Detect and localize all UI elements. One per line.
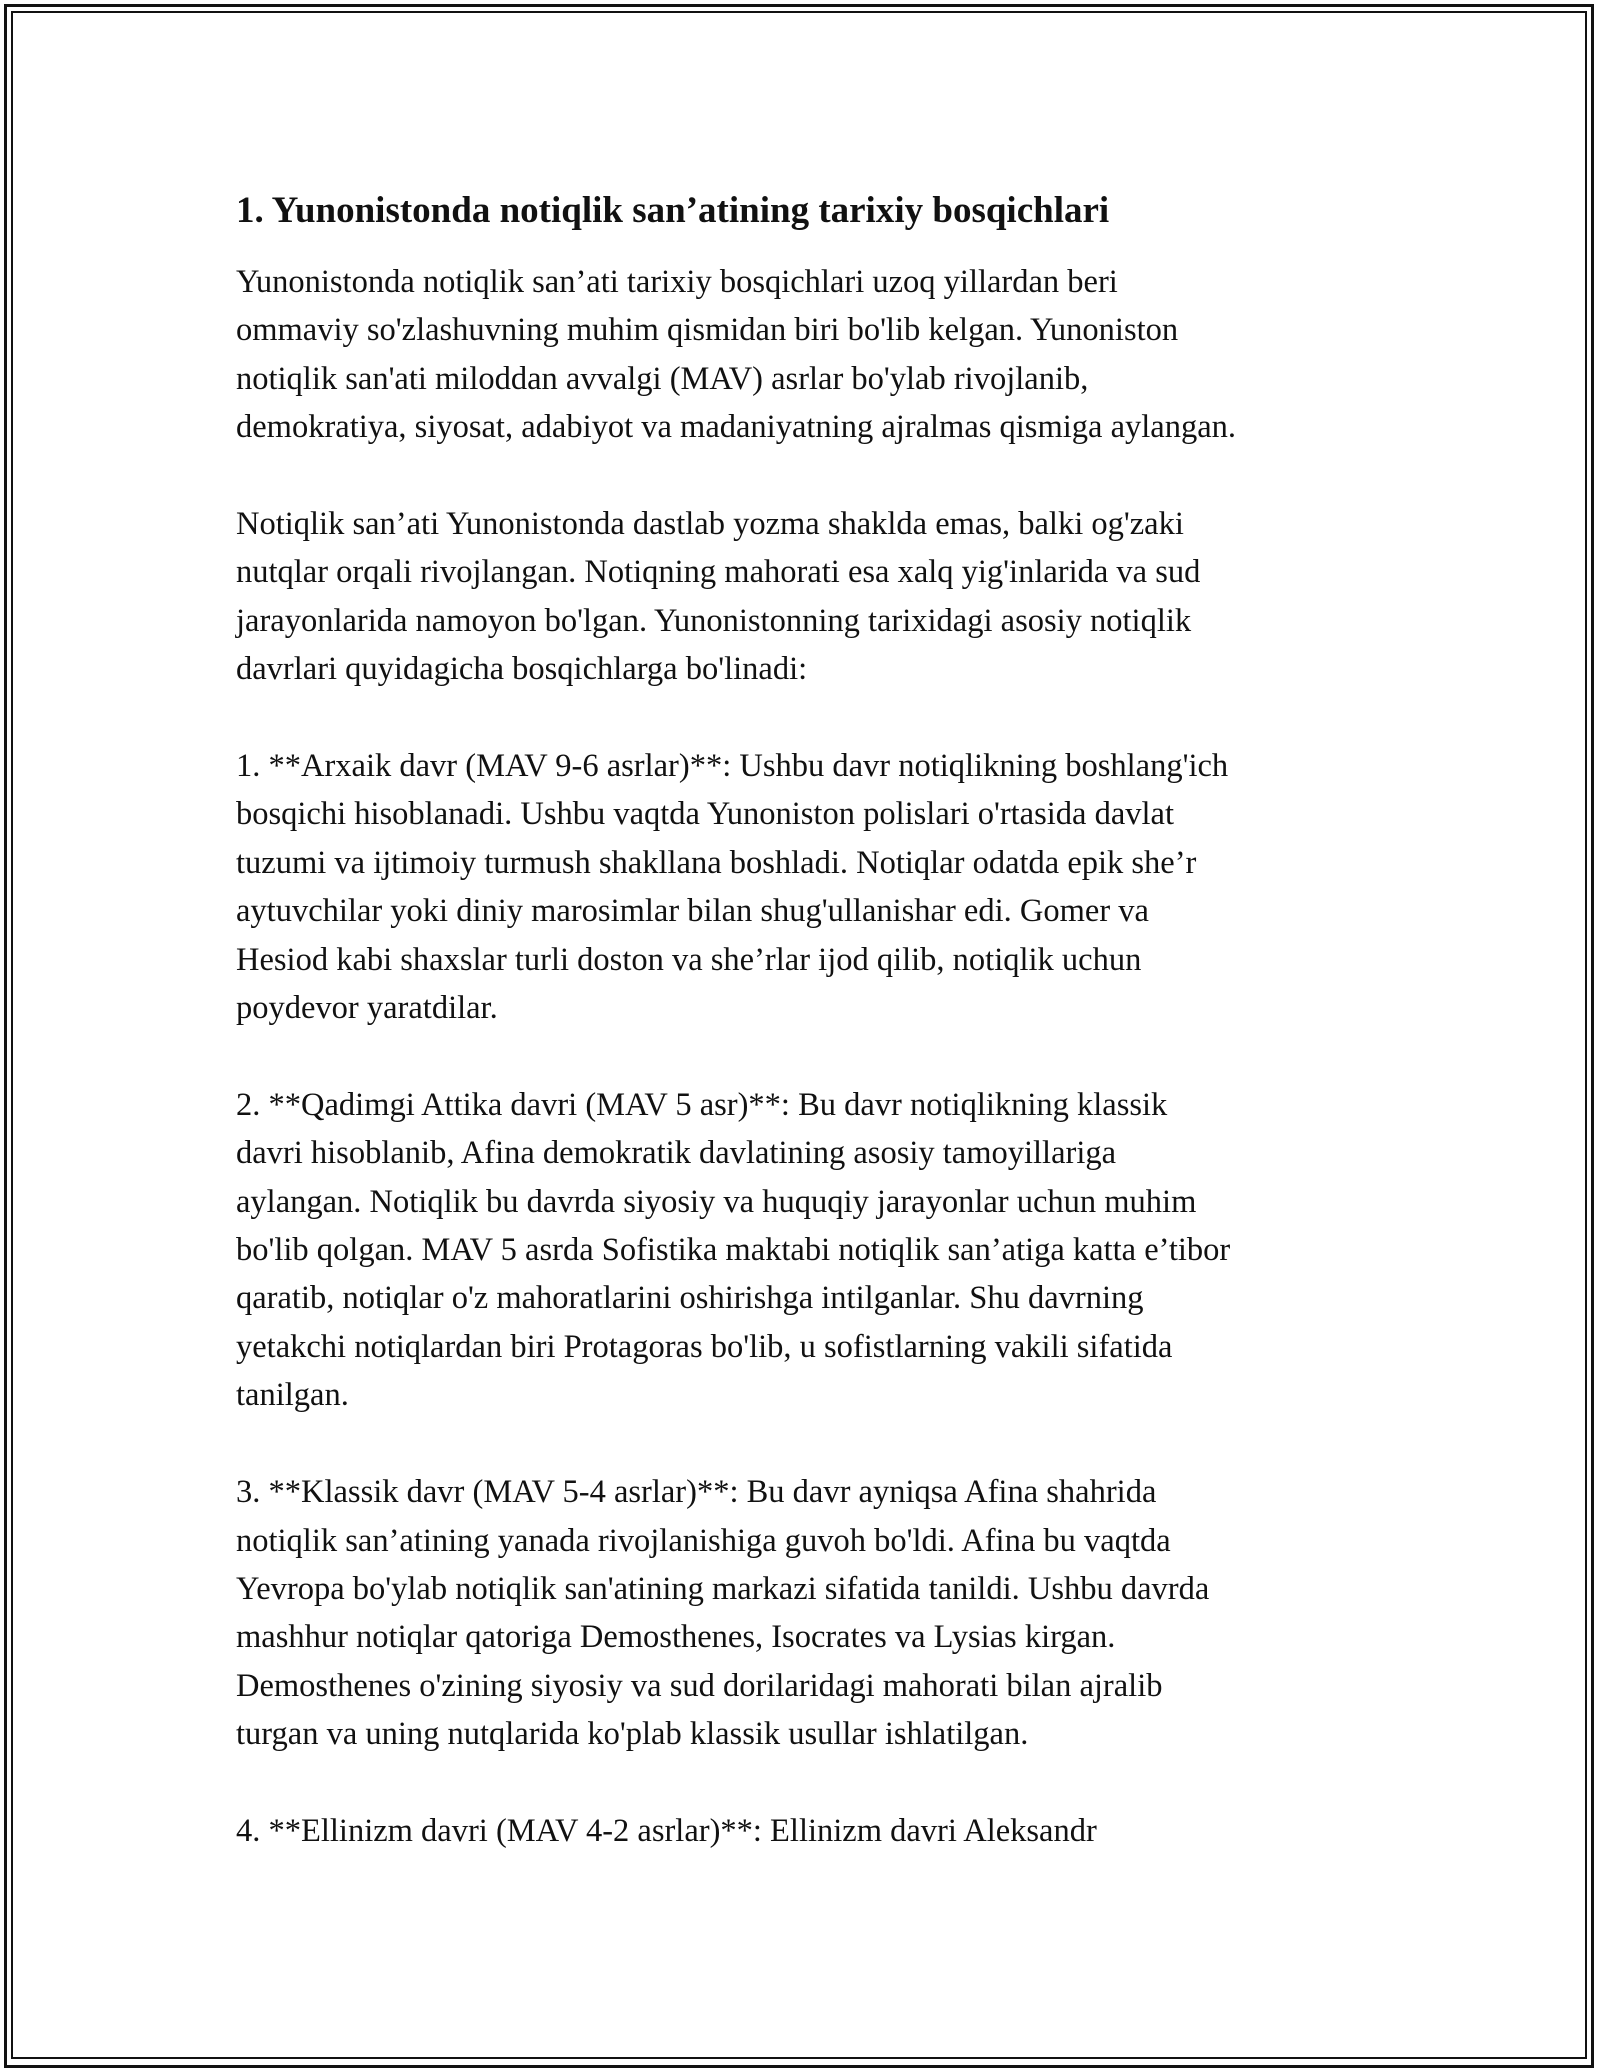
text-line: mashhur notiqlar qatoriga Demosthenes, Isocrates va Lysias kirgan. [236, 1619, 1116, 1656]
paragraph-hellenistic-period [236, 1807, 1376, 1855]
paragraph-attic-period [236, 1081, 1376, 1420]
paragraph-intro [236, 258, 1376, 452]
text-line: 4. **Ellinizm davri (MAV 4-2 asrlar)**: Ellinizm davri Aleksandr [236, 1812, 1097, 1849]
text-line: ommaviy so'zlashuvning muhim qismidan biri bo'lib kelgan. Yunoniston [236, 312, 1179, 349]
text-line: nutqlar orqali rivojlangan. Notiqning mahorati esa xalq yig'inlarida va sud [236, 554, 1201, 591]
text-line: notiqlik san’atining yanada rivojlanishiga guvoh bo'ldi. Afina bu vaqtda [236, 1522, 1171, 1559]
text-line: davri hisoblanib, Afina demokratik davlatining asosiy tamoyillariga [236, 1135, 1117, 1172]
paragraph-overview [236, 500, 1376, 694]
text-line: jarayonlarida namoyon bo'lgan. Yunonistonning tarixidagi asosiy notiqlik [236, 602, 1192, 639]
text-line: notiqlik san'ati miloddan avvalgi (MAV) asrlar bo'ylab rivojlanib, [236, 360, 1089, 397]
text-line: Yevropa bo'ylab notiqlik san'atining markazi sifatida tanildi. Ushbu davrda [236, 1570, 1210, 1607]
text-line: 1. **Arxaik davr (MAV 9-6 asrlar)**: Ushbu davr notiqlikning boshlang'ich [236, 748, 1229, 785]
text-line: yetakchi notiqlardan biri Protagoras bo'lib, u sofistlarning vakili sifatida [236, 1328, 1173, 1365]
paragraph-classical-period [236, 1468, 1376, 1758]
text-line: tuzumi va ijtimoiy turmush shakllana boshladi. Notiqlar odatda epik she’r [236, 844, 1197, 881]
text-line: poydevor yaratdilar. [236, 990, 498, 1027]
text-line: 3. **Klassik davr (MAV 5-4 asrlar)**: Bu davr ayniqsa Afina shahrida [236, 1474, 1157, 1511]
document-body [236, 186, 1376, 1904]
text-line: tanilgan. [236, 1377, 349, 1414]
text-line: bosqichi hisoblanadi. Ushbu vaqtda Yunoniston polislari o'rtasida davlat [236, 796, 1174, 833]
text-line: Hesiod kabi shaxslar turli doston va she’rlar ijod qilib, notiqlik uchun [236, 941, 1142, 978]
text-line: aylangan. Notiqlik bu davrda siyosiy va huquqiy jarayonlar uchun muhim [236, 1183, 1197, 1220]
text-line: davrlari quyidagicha bosqichlarga bo'linadi: [236, 651, 808, 688]
text-line: Yunonistonda notiqlik san’ati tarixiy bosqichlari uzoq yillardan beri [236, 264, 1118, 300]
text-line: aytuvchilar yoki diniy marosimlar bilan shug'ullanishar edi. Gomer va [236, 893, 1149, 930]
paragraph-archaic-period [236, 742, 1376, 1032]
text-line: demokratiya, siyosat, adabiyot va madaniyatning ajralmas qismiga aylangan. [236, 409, 1236, 446]
text-line: Demosthenes o'zining siyosiy va sud dorilaridagi mahorati bilan ajralib [236, 1667, 1163, 1704]
text-line: bo'lib qolgan. MAV 5 asrda Sofistika maktabi notiqlik san’atiga katta e’tibor [236, 1232, 1231, 1269]
text-line: 2. **Qadimgi Attika davri (MAV 5 asr)**: Bu davr notiqlikning klassik [236, 1086, 1168, 1123]
text-line: turgan va uning nutqlarida ko'plab klassik usullar ishlatilgan. [236, 1716, 1029, 1753]
text-line: Notiqlik san’ati Yunonistonda dastlab yozma shaklda emas, balki og'zaki [236, 506, 1184, 543]
document-title: 1. Yunonistonda notiqlik san’atining tarixiy bosqichlari [236, 190, 1110, 231]
text-line: qaratib, notiqlar o'z mahoratlarini oshirishga intilganlar. Shu davrning [236, 1280, 1144, 1317]
